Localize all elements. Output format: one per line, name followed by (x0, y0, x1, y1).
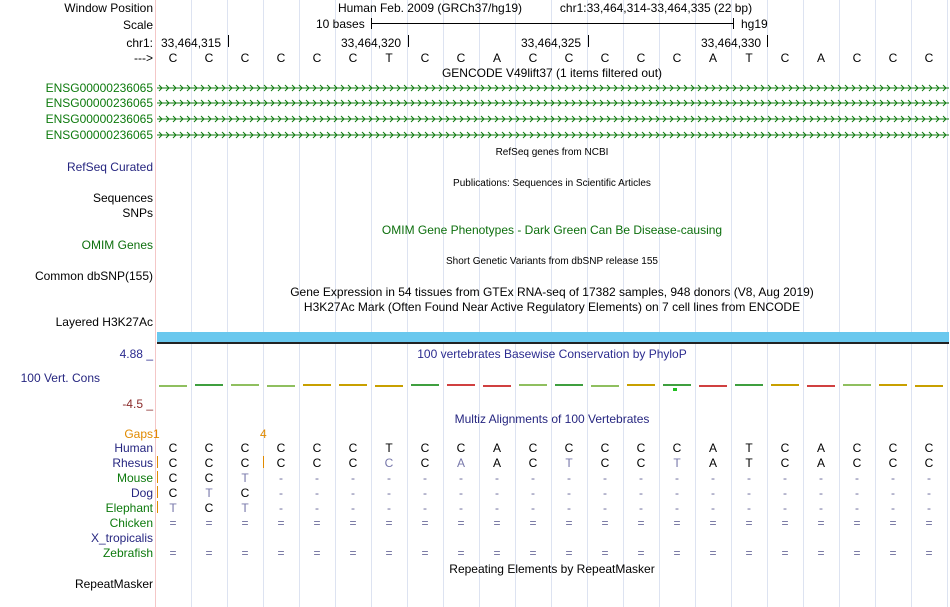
alignment-base: C (204, 501, 214, 515)
reference-base[interactable]: C (456, 51, 466, 65)
reference-base[interactable]: C (636, 51, 646, 65)
alignment-base: = (565, 516, 573, 530)
gaps-count-1: 1 (153, 427, 160, 441)
alignment-base: A (708, 441, 717, 455)
alignment-base: = (673, 516, 681, 530)
gencode-item-label[interactable]: ENSG00000236065 (45, 112, 153, 126)
alignment-base: C (672, 441, 682, 455)
position-text: chr1:33,464,314-33,464,335 (22 bp) (559, 1, 753, 15)
alignment-base: - (675, 471, 679, 485)
alignment-base: = (349, 516, 357, 530)
phylop-score-mark (519, 384, 547, 386)
alignment-base: = (205, 546, 213, 560)
publications-track-label[interactable]: Sequences (92, 191, 153, 205)
h3k27ac-track-label[interactable]: Layered H3K27Ac (55, 315, 153, 329)
alignment-base: - (711, 471, 715, 485)
gencode-item-label[interactable]: ENSG00000236065 (45, 81, 153, 95)
gene-strand-arrows (157, 97, 949, 109)
alignment-base: = (637, 546, 645, 560)
alignment-base: C (276, 441, 286, 455)
alignment-base: = (241, 546, 249, 560)
alignment-base: - (711, 486, 715, 500)
coordinate-325: 33,464,325 (521, 36, 582, 50)
species-label[interactable]: Dog (130, 486, 153, 500)
alignment-base: - (747, 501, 751, 515)
alignment-base: C (780, 456, 790, 470)
alignment-base: T (241, 501, 249, 515)
reference-base[interactable]: C (888, 51, 898, 65)
species-label[interactable]: Elephant (105, 501, 153, 515)
alignment-base: - (423, 486, 427, 500)
alignment-base: - (423, 471, 427, 485)
scale-label: Scale (122, 18, 153, 32)
coordinate-330: 33,464,330 (701, 36, 762, 50)
alignment-base: - (387, 501, 391, 515)
alignment-base: - (387, 471, 391, 485)
species-label[interactable]: Mouse (116, 471, 153, 485)
mouse-gap-marker (157, 471, 158, 483)
reference-base[interactable]: C (348, 51, 358, 65)
species-label[interactable]: Rhesus (112, 456, 153, 470)
rhesus-gap-marker (157, 456, 158, 468)
alignment-base: - (567, 486, 571, 500)
phylop-score-mark (843, 384, 871, 386)
alignment-base: - (567, 501, 571, 515)
alignment-base: - (675, 486, 679, 500)
scale-bar-left-cap (371, 18, 372, 29)
phylop-score-mark (663, 384, 691, 386)
alignment-base: - (531, 486, 535, 500)
phylop-score-mark (267, 385, 295, 387)
alignment-base: - (819, 501, 823, 515)
alignment-base: C (888, 456, 898, 470)
alignment-base: T (745, 441, 753, 455)
alignment-base: = (709, 516, 717, 530)
alignment-base: = (529, 516, 537, 530)
conservation-track-label[interactable]: 100 Vert. Cons (20, 371, 100, 385)
scale-bar-right-cap (733, 18, 734, 29)
repeatmasker-track-label[interactable]: RepeatMasker (74, 577, 153, 591)
alignment-base: - (279, 471, 283, 485)
alignment-base: C (852, 441, 862, 455)
alignment-base: = (673, 546, 681, 560)
phylop-score-mark (699, 385, 727, 387)
alignment-base: = (493, 546, 501, 560)
phylop-score-mark (231, 384, 259, 386)
alignment-base: - (639, 501, 643, 515)
phylop-score-mark (447, 384, 475, 386)
alignment-base: - (639, 486, 643, 500)
alignment-base: T (241, 471, 249, 485)
alignment-base: - (819, 471, 823, 485)
phylop-score-mark (879, 384, 907, 386)
publications-track-title[interactable]: Publications: Sequences in Scientific Articles (453, 178, 651, 189)
alignment-base: - (315, 501, 319, 515)
alignment-base: A (816, 441, 825, 455)
alignment-base: - (279, 501, 283, 515)
reference-base[interactable]: C (600, 51, 610, 65)
alignment-base: C (204, 456, 214, 470)
phylop-score-mark (411, 384, 439, 386)
gencode-item-label[interactable]: ENSG00000236065 (45, 128, 153, 142)
alignment-base: = (745, 516, 753, 530)
alignment-base: = (925, 546, 933, 560)
alignment-base: - (927, 471, 931, 485)
alignment-base: - (819, 486, 823, 500)
alignment-base: - (927, 501, 931, 515)
phylop-score-mark (555, 384, 583, 386)
phylop-score-mark (771, 384, 799, 386)
alignment-base: - (891, 486, 895, 500)
dbsnp-track-title[interactable]: Short Genetic Variants from dbSNP release 155 (446, 256, 658, 267)
gencode-gene-bar[interactable] (157, 97, 949, 109)
alignment-base: - (783, 501, 787, 515)
phylop-score-mark (195, 384, 223, 386)
gene-strand-arrows (157, 113, 949, 125)
omim-track-title[interactable]: OMIM Gene Phenotypes - Dark Green Can Be Disease-causing (381, 223, 723, 237)
alignment-base: - (315, 471, 319, 485)
strand-arrow-label: ---> (134, 51, 153, 65)
alignment-base: C (384, 456, 394, 470)
alignment-base: - (459, 471, 463, 485)
conservation-track-title[interactable]: 100 vertebrates Basewise Conservation by PhyloP (417, 347, 687, 361)
gtex-track-title[interactable]: Gene Expression in 54 tissues from GTEx RNA-seq of 17382 samples, 948 donors (V8, Aug 2019) (290, 285, 814, 299)
rhesus-gap-marker (263, 456, 264, 468)
alignment-base: - (459, 486, 463, 500)
gencode-track-title[interactable]: GENCODE V49lift37 (1 items filtered out) (441, 66, 663, 80)
gaps-label: Gaps (124, 427, 153, 441)
phylop-score-mark (591, 385, 619, 387)
alignment-base: C (600, 456, 610, 470)
alignment-base: - (567, 471, 571, 485)
alignment-base: = (745, 546, 753, 560)
h3k27ac-signal-bar[interactable] (157, 332, 949, 342)
alignment-base: T (565, 456, 573, 470)
alignment-base: - (747, 486, 751, 500)
conservation-max-label: 4.88 _ (119, 347, 153, 361)
reference-base[interactable]: C (924, 51, 934, 65)
reference-base[interactable]: C (420, 51, 430, 65)
reference-base[interactable]: C (204, 51, 214, 65)
alignment-base: A (492, 456, 501, 470)
alignment-base: C (420, 441, 430, 455)
species-label[interactable]: Chicken (109, 516, 153, 530)
alignment-base: - (495, 501, 499, 515)
alignment-base: = (493, 516, 501, 530)
alignment-base: - (603, 501, 607, 515)
dbsnp-track-label[interactable]: Common dbSNP(155) (34, 269, 153, 283)
multiz-track-title[interactable]: Multiz Alignments of 100 Vertebrates (454, 412, 650, 426)
alignment-base: - (279, 486, 283, 500)
alignment-base: C (348, 441, 358, 455)
alignment-base: C (888, 441, 898, 455)
species-label[interactable]: X_tropicalis (90, 531, 153, 545)
repeatmasker-track-title[interactable]: Repeating Elements by RepeatMasker (449, 562, 655, 576)
alignment-base: = (457, 546, 465, 560)
alignment-base: = (421, 516, 429, 530)
alignment-base: = (421, 546, 429, 560)
alignment-base: C (168, 471, 178, 485)
reference-base[interactable]: C (564, 51, 574, 65)
phylop-score-mark (159, 385, 187, 387)
alignment-base: = (601, 546, 609, 560)
alignment-base: - (423, 501, 427, 515)
alignment-base: = (349, 546, 357, 560)
reference-base[interactable]: A (708, 51, 717, 65)
phylop-score-mark (483, 385, 511, 387)
alignment-base: - (531, 471, 535, 485)
species-label[interactable]: Human (114, 441, 153, 455)
conservation-phylop-plot[interactable] (157, 378, 949, 394)
alignment-base: - (351, 471, 355, 485)
alignment-base: = (457, 516, 465, 530)
alignment-base: C (528, 441, 538, 455)
phylop-score-mark (627, 384, 655, 386)
alignment-base: = (277, 546, 285, 560)
alignment-base: = (637, 516, 645, 530)
phylop-score-mark (303, 384, 331, 386)
gaps-count-4: 4 (260, 427, 267, 441)
alignment-base: = (529, 546, 537, 560)
alignment-base: = (781, 546, 789, 560)
alignment-base: = (601, 516, 609, 530)
alignment-base: = (781, 516, 789, 530)
alignment-base: - (891, 501, 895, 515)
alignment-base: = (889, 516, 897, 530)
alignment-base: - (711, 501, 715, 515)
coordinate-tick-330 (767, 35, 768, 47)
conservation-min-label: -4.5 _ (122, 397, 153, 411)
alignment-base: - (855, 486, 859, 500)
alignment-base: C (564, 441, 574, 455)
reference-base[interactable]: C (240, 51, 250, 65)
alignment-base: = (241, 516, 249, 530)
alignment-base: T (673, 456, 681, 470)
alignment-base: - (783, 471, 787, 485)
assembly-text: Human Feb. 2009 (GRCh37/hg19) (337, 1, 523, 15)
coordinate-tick-325 (588, 35, 589, 47)
alignment-base: C (240, 441, 250, 455)
phylop-score-mark (735, 384, 763, 386)
scale-text: 10 bases (316, 17, 365, 31)
alignment-base: - (387, 486, 391, 500)
alignment-base: C (276, 456, 286, 470)
alignment-base: C (528, 456, 538, 470)
alignment-base: = (313, 546, 321, 560)
alignment-base: C (924, 456, 934, 470)
alignment-base: - (747, 471, 751, 485)
alignment-base: A (816, 456, 825, 470)
window-position-label: Window Position (64, 1, 153, 15)
reference-base[interactable]: A (492, 51, 501, 65)
alignment-base: = (817, 516, 825, 530)
alignment-base: C (312, 456, 322, 470)
alignment-base: C (168, 456, 178, 470)
alignment-base: C (456, 441, 466, 455)
alignment-base: - (603, 471, 607, 485)
h3k27ac-baseline (157, 342, 949, 344)
h3k27ac-track-title[interactable]: H3K27Ac Mark (Often Found Near Active Regulatory Elements) on 7 cell lines from ENCODE (303, 300, 801, 314)
alignment-base: = (565, 546, 573, 560)
species-label[interactable]: Zebrafish (102, 546, 153, 560)
alignment-base: = (925, 516, 933, 530)
coordinate-320: 33,464,320 (341, 36, 402, 50)
reference-base[interactable]: T (745, 51, 753, 65)
elephant-gap-marker (157, 501, 158, 513)
alignment-base: = (385, 546, 393, 560)
alignment-base: - (495, 471, 499, 485)
coordinate-tick-315 (228, 35, 229, 47)
alignment-base: C (420, 456, 430, 470)
alignment-base: C (312, 441, 322, 455)
alignment-base: C (168, 441, 178, 455)
alignment-base: C (204, 441, 214, 455)
phylop-score-mark (673, 388, 677, 391)
gencode-item-label[interactable]: ENSG00000236065 (45, 96, 153, 110)
db-text: hg19 (741, 17, 768, 31)
refseq-track-label[interactable]: RefSeq Curated (66, 160, 153, 174)
alignment-base: = (169, 516, 177, 530)
alignment-base: - (783, 486, 787, 500)
alignment-base: = (853, 516, 861, 530)
reference-base[interactable]: A (816, 51, 825, 65)
omim-track-label[interactable]: OMIM Genes (81, 238, 153, 252)
alignment-base: C (780, 441, 790, 455)
phylop-score-mark (915, 385, 943, 387)
alignment-base: C (852, 456, 862, 470)
left-margin-line (155, 0, 156, 607)
alignment-base: = (385, 516, 393, 530)
gencode-gene-bar[interactable] (157, 113, 949, 125)
alignment-base: - (531, 501, 535, 515)
alignment-base: - (459, 501, 463, 515)
alignment-base: - (927, 486, 931, 500)
phylop-score-mark (375, 385, 403, 387)
gencode-gene-bar[interactable] (157, 129, 949, 141)
phylop-score-mark (807, 385, 835, 387)
alignment-base: - (315, 486, 319, 500)
alignment-base: - (675, 501, 679, 515)
alignment-base: = (313, 516, 321, 530)
alignment-base: = (853, 546, 861, 560)
alignment-base: = (889, 546, 897, 560)
alignment-base: T (205, 486, 213, 500)
alignment-base: = (169, 546, 177, 560)
reference-base[interactable]: C (852, 51, 862, 65)
alignment-base: - (351, 501, 355, 515)
alignment-base: C (240, 456, 250, 470)
alignment-base: - (495, 486, 499, 500)
alignment-base: C (240, 486, 250, 500)
alignment-base: T (745, 456, 753, 470)
alignment-base: - (351, 486, 355, 500)
phylop-score-mark (339, 384, 367, 386)
alignment-base: T (385, 441, 393, 455)
alignment-base: = (709, 546, 717, 560)
refseq-track-title[interactable]: RefSeq genes from NCBI (495, 147, 609, 158)
snps-track-label[interactable]: SNPs (122, 206, 153, 220)
reference-base[interactable]: C (780, 51, 790, 65)
coordinate-315: 33,464,315 (161, 36, 222, 50)
alignment-base: A (456, 456, 465, 470)
scale-bar (371, 23, 733, 24)
alignment-base: = (817, 546, 825, 560)
alignment-base: T (169, 501, 177, 515)
reference-base[interactable]: C (276, 51, 286, 65)
alignment-base: - (855, 471, 859, 485)
alignment-base: - (855, 501, 859, 515)
gencode-gene-bar[interactable] (157, 82, 949, 94)
dog-gap-marker (157, 486, 158, 498)
alignment-base: = (277, 516, 285, 530)
alignment-base: C (204, 471, 214, 485)
alignment-base: C (168, 486, 178, 500)
alignment-base: - (891, 471, 895, 485)
alignment-base: A (492, 441, 501, 455)
alignment-base: C (348, 456, 358, 470)
reference-base[interactable]: C (672, 51, 682, 65)
reference-base[interactable]: C (528, 51, 538, 65)
alignment-base: C (600, 441, 610, 455)
chr-label: chr1: (126, 36, 153, 50)
alignment-base: C (636, 456, 646, 470)
reference-base[interactable]: C (168, 51, 178, 65)
coordinate-tick-320 (408, 35, 409, 47)
alignment-base: - (639, 471, 643, 485)
alignment-base: A (708, 456, 717, 470)
reference-base[interactable]: C (312, 51, 322, 65)
alignment-base: - (603, 486, 607, 500)
gene-strand-arrows (157, 129, 949, 141)
alignment-base: C (636, 441, 646, 455)
gene-strand-arrows (157, 82, 949, 94)
alignment-base: = (205, 516, 213, 530)
reference-base[interactable]: T (385, 51, 393, 65)
alignment-base: C (924, 441, 934, 455)
